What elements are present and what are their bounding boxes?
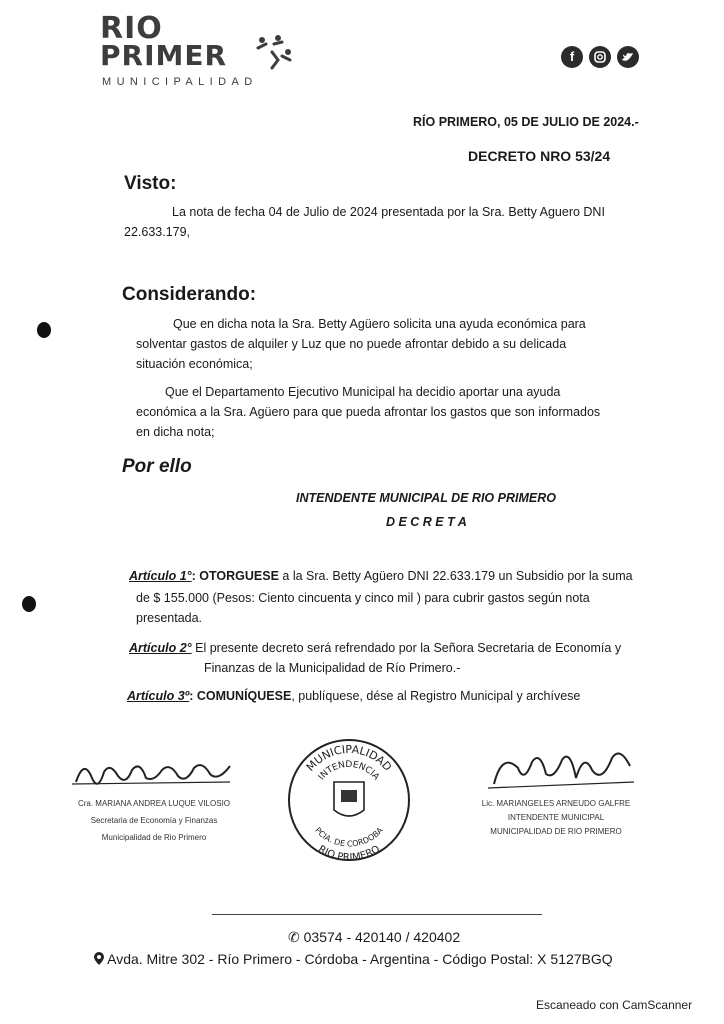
right-signer-role: INTENDENTE MUNICIPAL [507,813,605,822]
footer-phone [288,929,460,946]
visto-text-line: 22.633.179, [124,225,191,239]
considerando-line: Que el Departamento Ejecutivo Municipal ha decidio aportar una ayuda [165,385,561,399]
article-1-line: de $ 155.000 (Pesos: Ciento cincuenta y cinco mil ) para cubrir gastos según nota [136,591,590,605]
decreta-heading: D E C R E T A [386,515,467,529]
left-signer-org: Municipalidad de Rio Primero [101,833,207,842]
article-3-verb: : COMUNÍQUESE [189,689,292,703]
logo-people-icon [252,30,296,74]
considerando-line: económica a la Sra. Agüero para que pueda afrontar los gastos que son informados [136,405,601,419]
footer-address [94,951,613,967]
instagram-icon[interactable] [589,46,611,68]
scan-punch-hole [37,322,51,338]
considerando-line: en dicha nota; [136,425,215,439]
article-1-line: presentada. [136,611,203,625]
visto-heading: Visto: [124,173,177,194]
left-signer-role: Secretaria de Economía y Finanzas [90,816,218,825]
phone-icon: ✆ [288,929,300,945]
intendente-title: INTENDENTE MUNICIPAL DE RIO PRIMERO [296,491,556,505]
por-ello-heading: Por ello [122,456,192,477]
article-2-line: Finanzas de la Municipalidad de Río Primero.- [204,661,461,675]
considerando-heading: Considerando: [122,284,257,305]
right-signer-name: Lic. MARIANGELES ARNEUDO GALFRE [481,799,631,808]
article-3-text: , publíquese, dése al Registro Municipal y archívese [291,689,581,703]
considerando-line: solventar gastos de alquiler y Luz que no puede afrontar debido a su delicada [136,337,567,351]
article-3-line [127,686,580,706]
left-handwritten-signature [70,752,240,794]
article-2-text: El presente decreto será refrendado por la Señora Secretaria de Economía y [191,641,622,655]
article-2-line [129,638,621,658]
location-pin-icon [94,952,104,965]
visto-text-line: La nota de fecha 04 de Julio de 2024 presentada por la Sra. Betty Aguero DNI [172,205,605,219]
left-signer-name: Cra. MARIANA ANDREA LUQUE VILOSIO [77,799,231,808]
article-1-label: Artículo 1° [129,569,192,583]
footer-phone-text: 03574 - 420140 / 420402 [303,929,461,945]
seal-bottom-text-2: RIO PRIMERO [316,843,382,864]
seal-middle-text: INTENDENCIA [316,759,381,783]
document-date: RÍO PRIMERO, 05 DE JULIO DE 2024.- [413,115,639,129]
article-3-label: Artículo 3º [127,689,190,703]
logo-text-primer: PRIMER [100,39,228,72]
logo-text-rio: RIO [100,11,163,46]
right-signer-org: MUNICIPALIDAD DE RIO PRIMERO [490,827,622,836]
article-1-verb: : OTORGUESE [191,569,279,583]
svg-text:INTENDENCIA [317,760,382,783]
article-1-text: a la Sra. Betty Agüero DNI 22.633.179 un Subsidio por la suma [278,569,633,583]
considerando-line: Que en dicha nota la Sra. Betty Agüero solicita una ayuda económica para [173,317,586,331]
seal-top-text: MUNICIPALIDAD [303,742,395,774]
footer-divider [212,914,542,915]
decree-number: DECRETO NRO 53/24 [468,148,611,164]
seal-bottom-text: PCIA. DE CORDOBA [313,825,385,849]
twitter-icon[interactable] [617,46,639,68]
considerando-line: situación económica; [136,357,253,371]
facebook-icon[interactable]: f [561,46,583,68]
municipal-seal-stamp [286,730,412,870]
right-handwritten-signature [484,740,644,800]
article-2-label: Artículo 2° [129,641,192,655]
camscanner-watermark: Escaneado con CamScanner [536,998,693,1012]
article-1-line [129,566,633,586]
scan-punch-hole [22,596,36,612]
logo-text-municipalidad: MUNICIPALIDAD [102,76,258,88]
footer-address-text: Avda. Mitre 302 - Río Primero - Córdoba - Argentina - Código Postal: X 5127BGQ [107,951,613,967]
